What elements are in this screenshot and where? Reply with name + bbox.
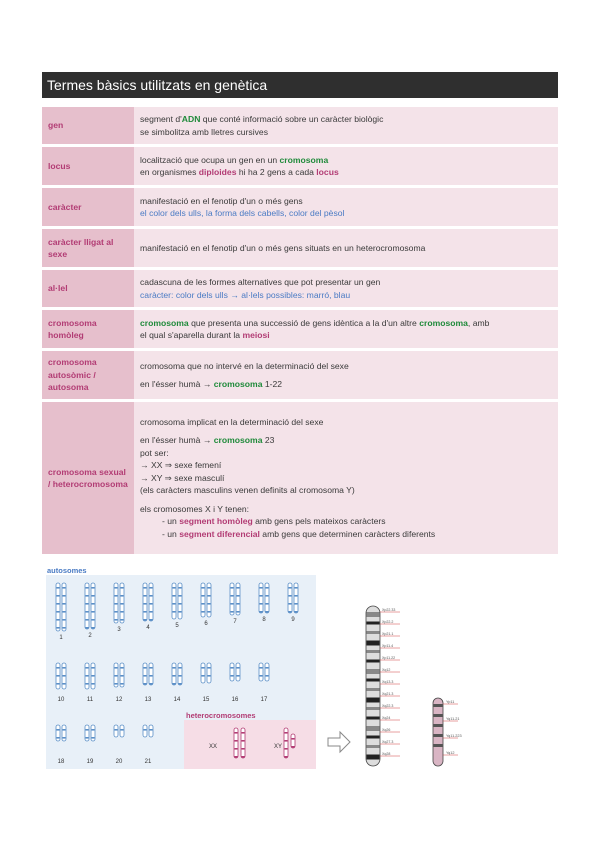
chromosome <box>230 583 234 615</box>
chromosome <box>236 583 240 615</box>
term-row <box>42 351 558 399</box>
term-row <box>42 310 558 348</box>
text-segment: en l'ésser humà → <box>140 435 214 446</box>
band-label: Yp11 <box>446 700 455 704</box>
band-label: Xq22.3 <box>382 704 394 708</box>
chromosome <box>85 725 89 741</box>
text-segment: → XY ⇒ sexe masculí <box>140 472 225 483</box>
term-row <box>42 107 558 144</box>
pair-number: 16 <box>231 697 239 703</box>
chromosome <box>85 583 89 629</box>
definition-line <box>140 459 552 472</box>
y-chromosome <box>291 734 295 748</box>
text-segment: (els caràcters masculins venen definits al cromosoma Y) <box>140 485 355 496</box>
text-segment: locus <box>316 167 339 177</box>
term-label: caràcter lligat al sexe <box>42 229 134 267</box>
chromosome <box>201 663 205 683</box>
band-label: Xp22.33 <box>382 608 396 612</box>
definition-line <box>140 503 552 516</box>
text-segment: amb gens que determinen caràcters diferents <box>259 528 436 539</box>
text-segment: segment homòleg <box>179 516 253 527</box>
definition-line <box>140 416 552 429</box>
pair-number: 8 <box>262 617 266 623</box>
chromosome <box>114 583 118 623</box>
pair-number: 17 <box>260 697 268 703</box>
definition-line <box>140 166 552 179</box>
text-segment: cromosoma implicat en la determinació del sexe <box>140 416 324 427</box>
y-ideogram <box>433 698 443 766</box>
chromosome <box>56 663 60 689</box>
pair-number: 20 <box>115 759 123 765</box>
pair-number: 2 <box>88 633 92 639</box>
term-label: cromosoma sexual / heterocromosoma <box>42 402 134 554</box>
chromosome <box>62 725 66 741</box>
pair-number: 15 <box>202 697 210 703</box>
band-label: Yq12 <box>446 751 455 755</box>
chromosome <box>149 725 153 737</box>
text-segment: 1-22 <box>262 379 283 389</box>
term-label: cromosoma autosòmic / autosoma <box>42 351 134 399</box>
term-row <box>42 270 558 307</box>
xy-ideogram <box>320 600 560 770</box>
text-segment: en organismes <box>140 167 199 177</box>
chromosome <box>91 663 95 689</box>
text-segment: segment diferencial <box>179 528 260 539</box>
definition-line <box>140 515 552 528</box>
chromosome <box>149 583 153 621</box>
chromosome <box>178 583 182 619</box>
chromosome <box>172 583 176 619</box>
band-label: Xq26 <box>382 728 391 732</box>
text-segment: , amb <box>467 317 490 328</box>
terms-table <box>42 104 558 557</box>
chromosome <box>265 583 269 613</box>
page-title: Termes bàsics utilitzats en genètica <box>42 72 558 98</box>
pair-number: 19 <box>86 759 94 765</box>
chromosome <box>265 663 269 681</box>
definition-line <box>140 329 552 342</box>
chromosome <box>259 663 263 681</box>
definition-line <box>140 472 552 485</box>
arrow-icon <box>328 732 350 752</box>
text-segment: cromosoma <box>419 317 468 328</box>
band-label: Xq12 <box>382 668 391 672</box>
term-row <box>42 402 558 554</box>
text-segment: localització que ocupa un gen en un <box>140 154 280 165</box>
chromosome <box>120 663 124 687</box>
term-definition <box>134 147 558 185</box>
chromosome <box>207 583 211 617</box>
text-segment: 23 <box>262 435 275 446</box>
term-definition <box>134 188 558 226</box>
text-segment: els cromosomes X i Y tenen: <box>140 503 250 514</box>
definition-line <box>140 434 552 447</box>
chromosome <box>114 663 118 687</box>
chromosome <box>294 583 298 613</box>
chromosome <box>178 663 182 685</box>
definition-line <box>140 289 552 302</box>
term-row <box>42 188 558 226</box>
definition-line <box>140 207 552 220</box>
text-segment: manifestació en el fenotip d'un o més gens <box>140 195 303 206</box>
chromosome <box>143 583 147 621</box>
pair-number: 11 <box>86 697 94 703</box>
chromosome <box>149 663 153 685</box>
definition-line <box>140 484 552 497</box>
term-row <box>42 229 558 267</box>
text-segment: caràcter: color dels ulls → al·lels possibles: marró, blau <box>140 289 351 300</box>
band-label: Xq28 <box>382 752 391 756</box>
definition-line <box>140 195 552 208</box>
text-segment: el color dels ulls, la forma dels cabells, color del pèsol <box>140 208 345 218</box>
term-definition <box>134 270 558 307</box>
chromosome <box>143 725 147 737</box>
definition-line <box>140 447 552 460</box>
definition-line <box>140 126 552 139</box>
pair-number: 13 <box>144 697 152 703</box>
pair-number: 7 <box>233 619 237 625</box>
chromosome <box>172 663 176 685</box>
pair-number: 3 <box>117 627 121 633</box>
pair-number: 6 <box>204 621 208 627</box>
band-label: Xq13.3 <box>382 680 394 684</box>
chromosome <box>143 663 147 685</box>
text-segment: - un <box>162 516 180 527</box>
chromosome <box>230 663 234 681</box>
chromosome <box>201 583 205 617</box>
text-segment: cromosoma <box>279 154 329 165</box>
chromosome <box>288 583 292 613</box>
definition-line <box>140 378 552 391</box>
sex-label: XY <box>274 744 283 750</box>
band-label: Xp11.4 <box>382 644 394 648</box>
pair-number: 21 <box>144 759 152 765</box>
pair-number: 4 <box>146 625 150 631</box>
term-label: gen <box>42 107 134 144</box>
pair-number: 5 <box>175 623 179 629</box>
text-segment: que conté informació sobre un caràcter biològic <box>200 114 384 124</box>
text-segment: se simbolitza amb lletres cursives <box>140 126 268 137</box>
band-label: Xp11.22 <box>382 656 396 660</box>
chromosome <box>120 725 124 737</box>
karyotype-heterochromosomes <box>184 720 316 769</box>
chromosome <box>91 725 95 741</box>
text-segment: hi ha 2 gens a cada <box>236 167 317 177</box>
definition-line <box>140 276 552 289</box>
band-label: Xq24 <box>382 716 391 720</box>
chromosome <box>207 663 211 683</box>
sex-label: XX <box>209 744 218 750</box>
term-label: caràcter <box>42 188 134 226</box>
x-chromosome <box>234 728 238 758</box>
text-segment: ADN <box>181 114 201 124</box>
pair-number: 14 <box>173 697 181 703</box>
text-segment: → XX ⇒ sexe femení <box>140 460 222 471</box>
term-label: locus <box>42 147 134 185</box>
chromosome <box>236 663 240 681</box>
term-row <box>42 147 558 185</box>
pair-number: 18 <box>57 759 65 765</box>
band-label: Xq27.3 <box>382 740 394 744</box>
text-segment: cromosoma que no intervé en la determinació del sexe <box>140 360 349 371</box>
term-definition <box>134 310 558 348</box>
band-label: Yq11.223 <box>446 734 462 738</box>
band-label: Xq21.3 <box>382 692 394 696</box>
text-segment: amb gens pels mateixos caràcters <box>252 516 386 527</box>
term-label: cromosoma homòleg <box>42 310 134 348</box>
band-label: Yq11.21 <box>446 717 460 721</box>
band-label: Xp22.2 <box>382 620 394 624</box>
text-segment: meiosi <box>242 330 270 340</box>
x-ideogram <box>366 606 380 766</box>
pair-number: 10 <box>57 697 65 703</box>
definition-line <box>140 317 552 330</box>
definition-line <box>140 113 552 126</box>
definition-line <box>140 242 552 255</box>
term-definition <box>134 351 558 399</box>
text-segment: el qual s'aparella durant la <box>140 330 243 340</box>
band-label: Xp21.1 <box>382 632 394 636</box>
chromosome <box>120 583 124 623</box>
text-segment: en l'ésser humà → <box>140 379 214 389</box>
autosomes-label: autosomes <box>47 566 87 575</box>
text-segment: cromosoma <box>140 317 189 328</box>
term-label: al·lel <box>42 270 134 307</box>
pair-number: 9 <box>291 617 295 623</box>
text-segment: diploides <box>198 167 237 177</box>
text-segment: cromosoma <box>213 435 263 446</box>
chromosome <box>114 725 118 737</box>
text-segment: cadascuna de les formes alternatives que pot presentar un gen <box>140 277 381 287</box>
chromosome <box>91 583 95 629</box>
x-chromosome <box>284 728 288 758</box>
definition-line <box>140 360 552 373</box>
text-segment: que presenta una successió de gens idèntica a la d'un altre <box>188 317 420 328</box>
text-segment: segment d' <box>140 114 182 124</box>
xy-chromosome-figure <box>320 600 560 770</box>
term-definition <box>134 107 558 144</box>
chromosome <box>62 583 66 631</box>
heterochromosomes-figure <box>184 720 316 769</box>
heterochromosomes-label: heterocromosomes <box>186 711 256 720</box>
text-segment: cromosoma <box>213 379 263 389</box>
definition-line <box>140 528 552 541</box>
term-definition <box>134 229 558 267</box>
definition-line <box>140 154 552 167</box>
text-segment: - un <box>162 528 180 539</box>
pair-number: 1 <box>59 635 63 641</box>
chromosome <box>62 663 66 689</box>
chromosome <box>56 725 60 741</box>
chromosome <box>56 583 60 631</box>
chromosome <box>85 663 89 689</box>
x-chromosome <box>241 728 245 758</box>
term-definition <box>134 402 558 554</box>
pair-number: 12 <box>115 697 123 703</box>
text-segment: pot ser: <box>140 447 169 458</box>
chromosome <box>259 583 263 613</box>
text-segment: manifestació en el fenotip d'un o més gens situats en un heterocromosoma <box>140 242 426 253</box>
